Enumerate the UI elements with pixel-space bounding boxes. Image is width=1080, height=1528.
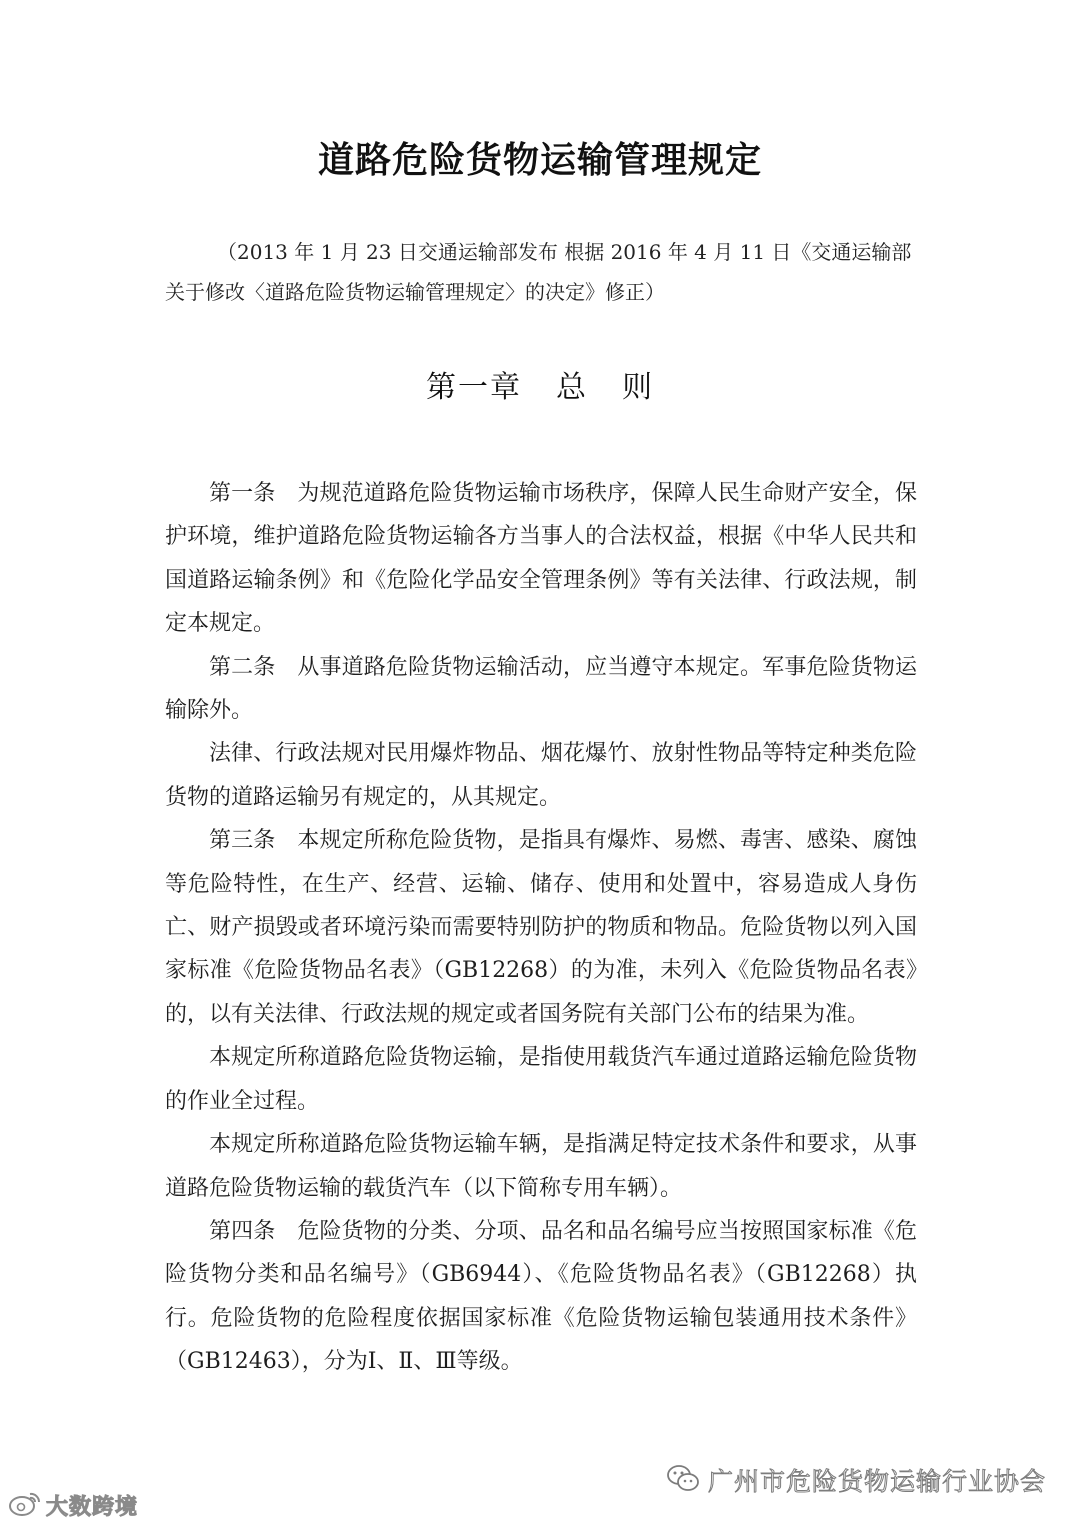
wechat-logo-icon xyxy=(666,1463,700,1497)
article-number: 第三条 xyxy=(209,828,276,854)
article-number: 第四条 xyxy=(209,1218,276,1244)
paragraph-text: 本规定所称道路危险货物运输车辆，是指满足特定技术条件和要求，从事道路危险货物运输的载货汽车（以下简称专用车辆）。 xyxy=(165,1132,917,1201)
article-number: 第一条 xyxy=(209,481,276,506)
paragraph xyxy=(165,472,917,646)
watermark-left xyxy=(8,1490,138,1520)
chapter-number: 第一章 xyxy=(426,370,522,405)
paragraph-text: 从事道路危险货物运输活动，应当遵守本规定。军事危险货物运输除外。 xyxy=(165,654,917,724)
paragraph xyxy=(165,1036,917,1123)
paragraph xyxy=(165,646,917,733)
paragraph-text: 本规定所称道路危险货物运输，是指使用载货汽车通过道路运输危险货物的作业全过程。 xyxy=(165,1045,917,1114)
weibo-logo-icon xyxy=(8,1489,42,1521)
paragraph xyxy=(165,819,917,1036)
document-body xyxy=(165,472,917,1384)
paragraph-text: 本规定所称危险货物，是指具有爆炸、易燃、毒害、感染、腐蚀等危险特性，在生产、经营、运输、储存、使用和处置中，容易造成人身伤亡、财产损毁或者环境污染而需要特别防护的物质和物品。危险货物以列入国家标准《危险货物品名表》（GB12268）的为准，未列入《危险货物品名表》的，以有关法律、行政法规的规定或者国务院有关部门公布的结果为准。 xyxy=(165,828,917,1027)
document-title: 道路危险货物运输管理规定 xyxy=(317,140,762,181)
watermark-right xyxy=(666,1460,1046,1500)
chapter-word-1: 总 xyxy=(556,370,588,405)
paragraph xyxy=(165,1210,917,1384)
paragraph xyxy=(165,732,917,819)
chapter-heading xyxy=(0,362,1080,406)
document-subtitle: （2013 年 1 月 23 日交通运输部发布 根据 2016 年 4 月 11 日《交通运输部关于修改〈道路危险货物运输管理规定〉的决定》修正） xyxy=(165,240,912,304)
paragraph-text: 危险货物的分类、分项、品名和品名编号应当按照国家标准《危险货物分类和品名编号》（GB6944）、《危险货物品名表》（GB12268）执行。危险货物的危险程度依据国家标准《危险货物运输包装通用技术条件》（GB12463），分为Ⅰ、Ⅱ、Ⅲ等级。 xyxy=(165,1218,917,1375)
paragraph xyxy=(165,1123,917,1210)
article-number: 第二条 xyxy=(209,654,276,680)
paragraph-text: 法律、行政法规对民用爆炸物品、烟花爆竹、放射性物品等特定种类危险货物的道路运输另有规定的，从其规定。 xyxy=(165,741,917,810)
chapter-word-2: 则 xyxy=(622,370,654,405)
watermark-right-text: 广州市危险货物运输行业协会 xyxy=(707,1467,1046,1496)
paragraph-text: 为规范道路危险货物运输市场秩序，保障人民生命财产安全，保护环境，维护道路危险货物运输各方当事人的合法权益，根据《中华人民共和国道路运输条例》和《危险化学品安全管理条例》等有关法律、行政法规，制定本规定。 xyxy=(165,481,917,637)
watermark-left-text: 大数跨境 xyxy=(46,1494,139,1520)
